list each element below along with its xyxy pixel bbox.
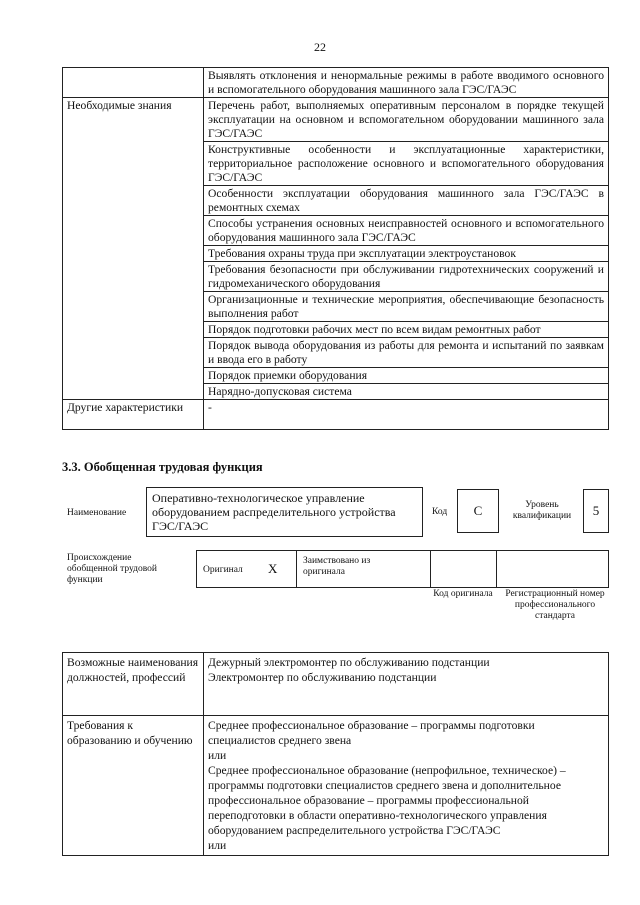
row-label bbox=[63, 68, 204, 98]
table-row bbox=[63, 98, 609, 142]
origin-box bbox=[196, 550, 609, 588]
row-label-knowledge: Необходимые знания bbox=[63, 98, 204, 400]
page-number: 22 bbox=[314, 40, 326, 54]
row-item: Порядок подготовки рабочих мест по всем видам ремонтных работ bbox=[204, 322, 609, 338]
name-label: Наименование bbox=[67, 508, 127, 518]
row-item: Способы устранения основных неисправностей основного и вспомогательного оборудования машинного зала ГЭС/ГАЭС bbox=[204, 216, 609, 246]
table-row bbox=[63, 400, 609, 430]
row-item: Требования охраны труда при эксплуатации электроустановок bbox=[204, 246, 609, 262]
knowledge-table bbox=[62, 67, 609, 430]
borrowed-label: Заимствовано из оригинала bbox=[303, 556, 371, 577]
level-label: Уровень квалификации bbox=[512, 500, 572, 521]
row-item: Порядок приемки оборудования bbox=[204, 368, 609, 384]
function-name-value: Оперативно-технологическое управление оборудованием распределительного устройства ГЭС/ГАЭС bbox=[152, 491, 396, 533]
section-title: 3.3. Обобщенная трудовая функция bbox=[62, 460, 263, 474]
function-name-box bbox=[146, 487, 423, 537]
row-item: Требования безопасности при обслуживании гидротехнических сооружений и гидромеханического оборудования bbox=[204, 262, 609, 292]
education-line: Среднее профессиональное образование (непрофильное, техническое) – программы подготовки специалистов среднего звена и дополнительное профессиональное образование – программы профессиональной переподготовки в области оперативно-технологического управления оборудованием распределительного устройства ГЭС/ГАЭС bbox=[208, 764, 566, 837]
reg-caption: Регистрационный номер профессионального стандарта bbox=[505, 589, 605, 621]
row-item: Особенности эксплуатации оборудования машинного зала ГЭС/ГАЭС в ремонтных схемах bbox=[204, 186, 609, 216]
education-line: Среднее профессиональное образование – программы подготовки специалистов среднего звена bbox=[208, 719, 535, 747]
row-item: Выявлять отклонения и ненормальные режимы в работе вводимого основного и вспомогательного оборудования машинного зала ГЭС/ГАЭС bbox=[204, 68, 609, 98]
table-row bbox=[63, 716, 609, 856]
row-label-education: Требования к образованию и обучению bbox=[63, 716, 204, 856]
table-row bbox=[63, 68, 609, 98]
code-box bbox=[457, 489, 499, 533]
positions-table bbox=[62, 652, 609, 856]
row-item: Порядок вывода оборудования из работы для ремонта и испытаний по заявкам и ввода его в работу bbox=[204, 338, 609, 368]
education-line: или bbox=[208, 839, 227, 852]
position-line: Электромонтер по обслуживанию подстанции bbox=[208, 671, 437, 684]
code-caption: Код оригинала bbox=[433, 589, 493, 599]
row-label-positions: Возможные наименования должностей, профессий bbox=[63, 653, 204, 716]
row-item: Перечень работ, выполняемых оперативным персоналом в порядке текущей эксплуатации на основном и вспомогательном оборудовании машинного зала ГЭС/ГАЭС bbox=[204, 98, 609, 142]
code-value: C bbox=[473, 503, 483, 518]
row-label-other: Другие характеристики bbox=[63, 400, 204, 430]
original-mark: X bbox=[268, 561, 278, 576]
row-value bbox=[204, 716, 609, 856]
row-item: Конструктивные особенности и эксплуатационные характеристики, территориальное расположение основного и вспомогательного оборудования ГЭС/ГАЭС bbox=[204, 142, 609, 186]
code-label: Код bbox=[432, 507, 448, 517]
position-line: Дежурный электромонтер по обслуживанию подстанции bbox=[208, 656, 490, 669]
original-label: Оригинал bbox=[203, 565, 243, 575]
table-row bbox=[63, 653, 609, 716]
row-item: Нарядно-допусковая система bbox=[204, 384, 609, 400]
origin-label: Происхождение обобщенной трудовой функции bbox=[67, 553, 157, 585]
education-line: или bbox=[208, 749, 227, 762]
row-item: Организационные и технические мероприятия, обеспечивающие безопасность выполнения работ bbox=[204, 292, 609, 322]
row-value bbox=[204, 653, 609, 716]
row-item: - bbox=[204, 400, 609, 430]
level-box bbox=[583, 489, 609, 533]
level-value: 5 bbox=[592, 503, 600, 518]
